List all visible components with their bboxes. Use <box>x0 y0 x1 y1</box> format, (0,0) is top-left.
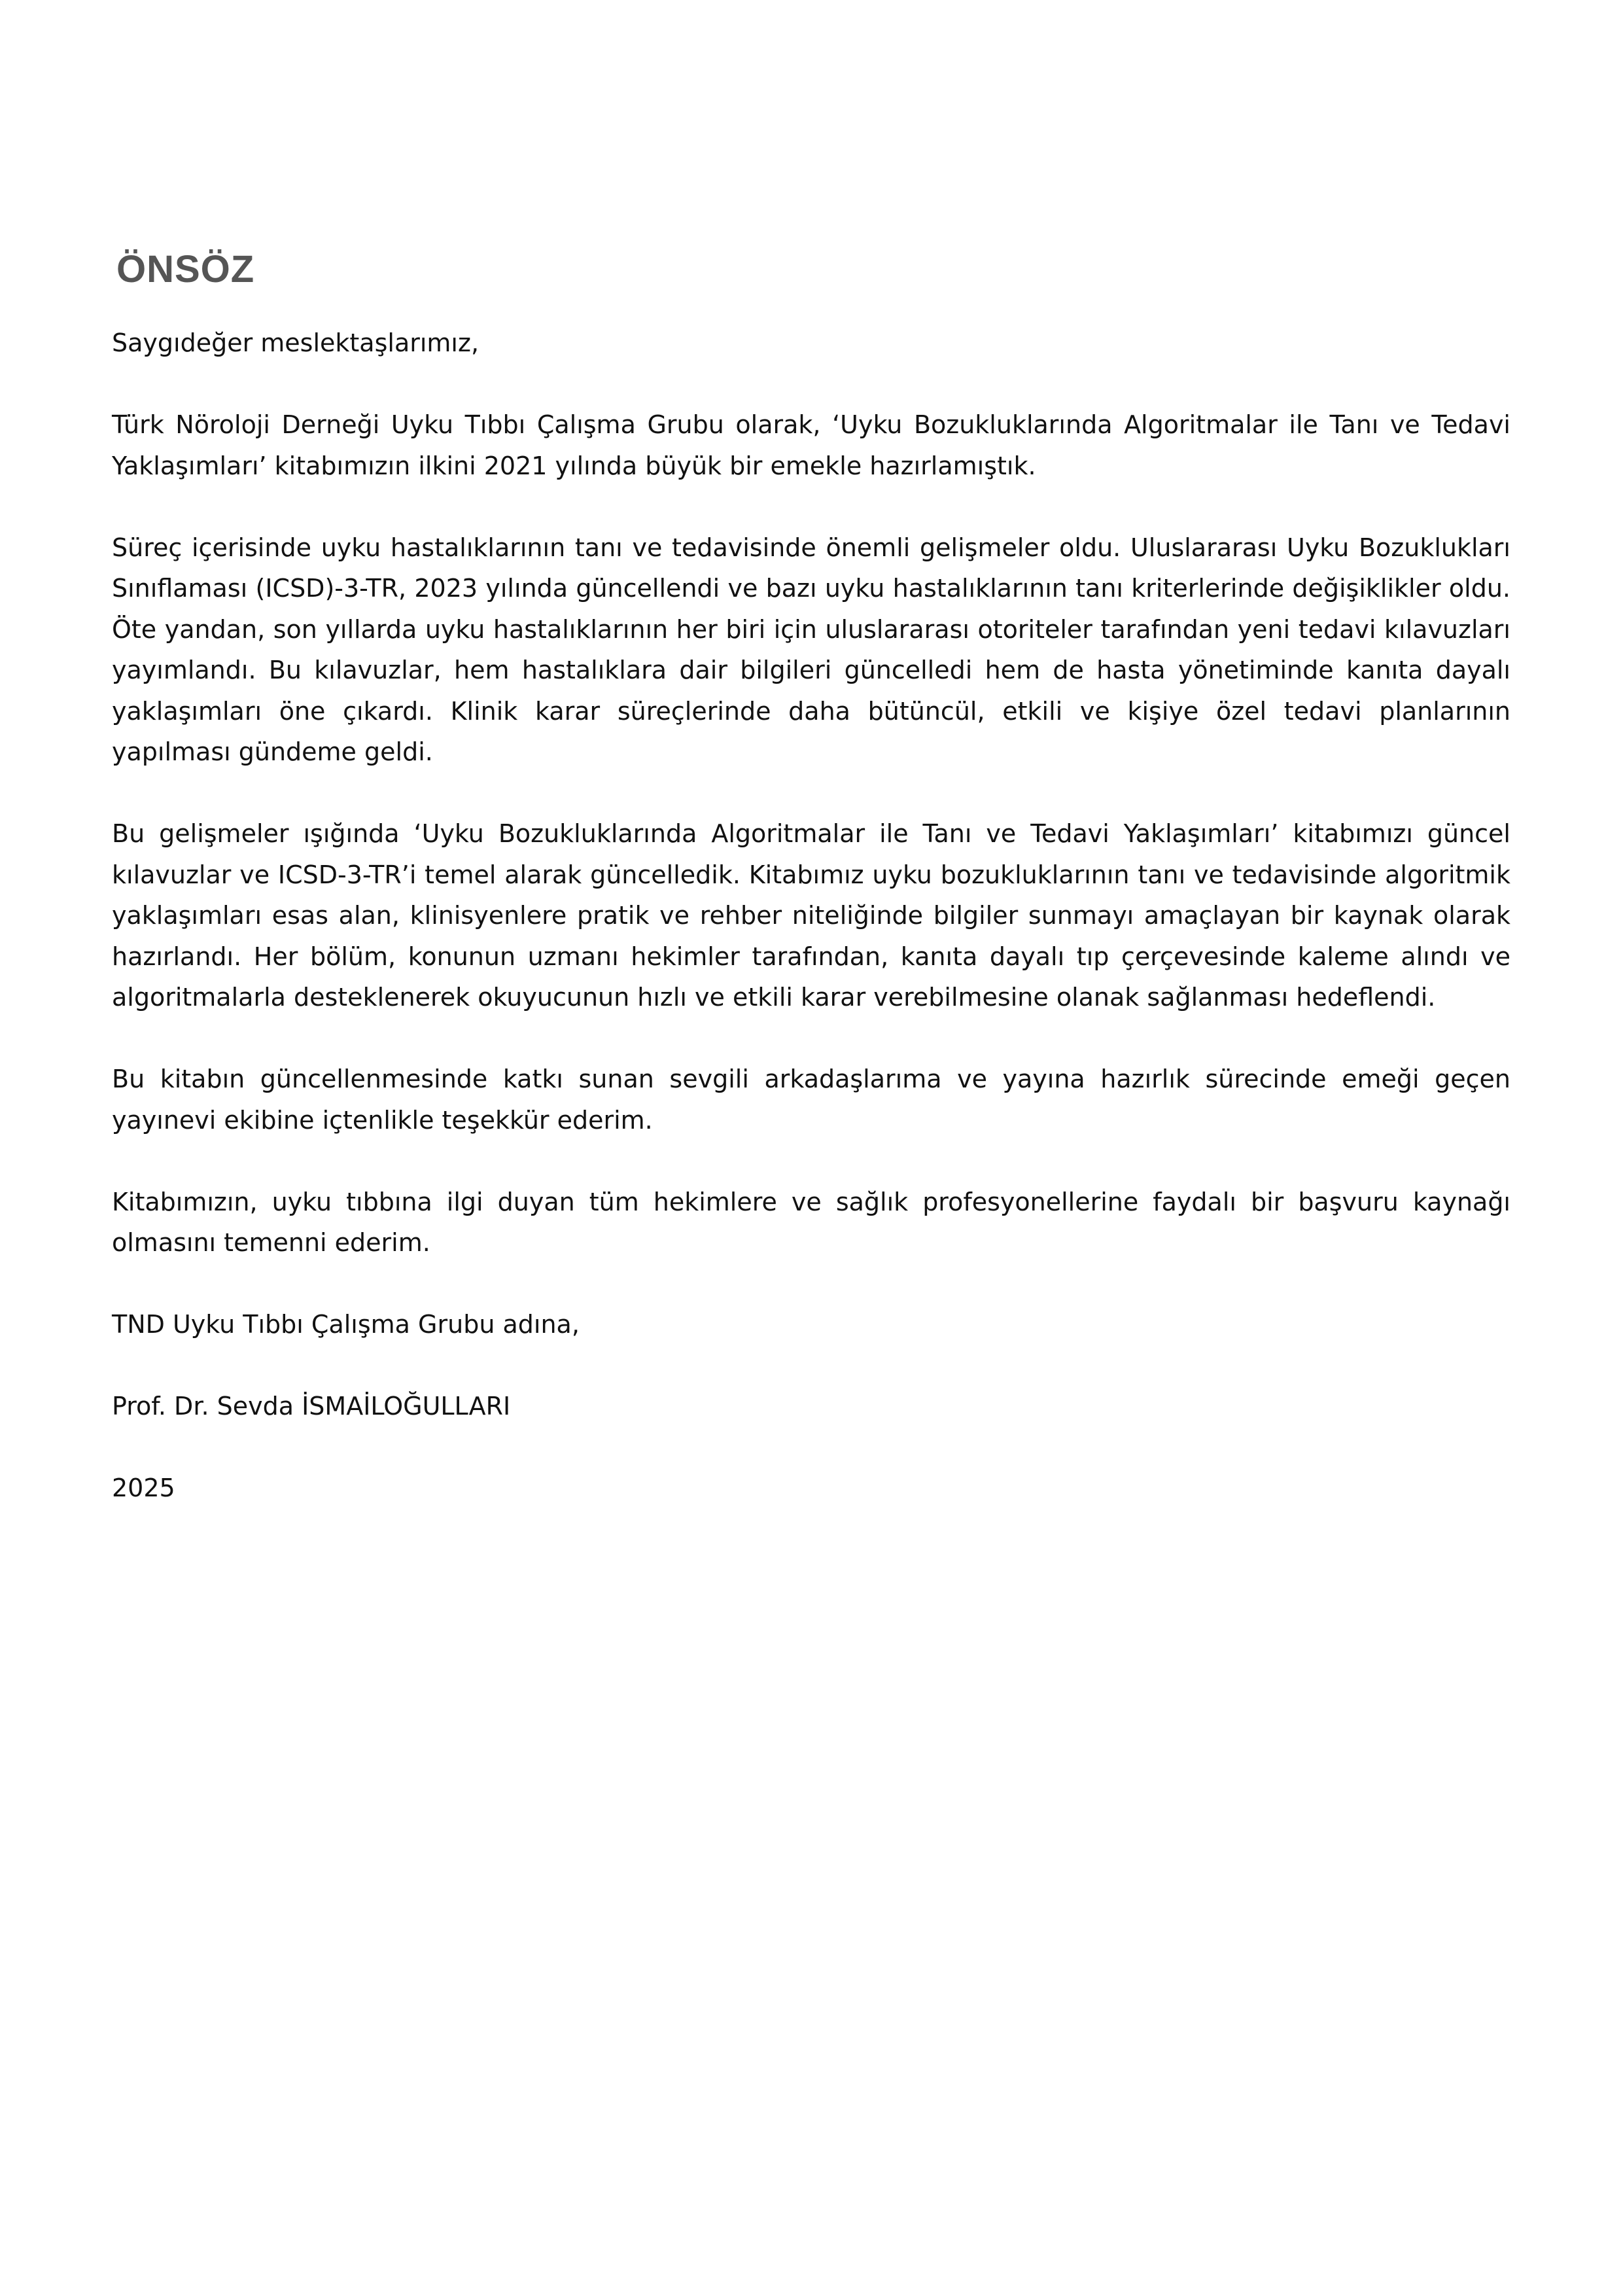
paragraph-developments: Süreç içerisinde uyku hastalıklarının tanı ve tedavisinde önemli gelişmeler oldu. Uluslararası Uyku Bozuklukları Sınıflaması (ICSD)-3-TR, 2023 yılında güncellendi ve bazı uyku hastalıklarının tanı kriterlerinde değişiklikler oldu. Öte yandan, son yıllarda uyku hastalıklarının her biri için uluslararası otoriteler tarafından yeni tedavi kılavuzları yayımlandı. Bu kılavuzlar, hem hastalıklara dair bilgileri güncelledi hem de hasta yönetiminde kanıta dayalı yaklaşımları öne çıkardı. Klinik karar süreçlerinde daha bütüncül, etkili ve kişiye özel tedavi planlarının yapılması gündeme geldi. <box>112 533 1510 766</box>
year: 2025 <box>112 1474 175 1502</box>
paragraph-intro: Türk Nöroloji Derneği Uyku Tıbbı Çalışma Grubu olarak, ‘Uyku Bozukluklarında Algoritmalar ile Tanı ve Tedavi Yaklaşımları’ kitabımızın ilkini 2021 yılında büyük bir emekle hazırlamıştık. <box>112 410 1510 480</box>
paragraph-update: Bu gelişmeler ışığında ‘Uyku Bozukluklarında Algoritmalar ile Tanı ve Tedavi Yaklaşımları’ kitabımızı güncel kılavuzlar ve ICSD-3-TR’i temel alarak güncelledik. Kitabımız uyku bozukluklarının tanı ve tedavisinde algoritmik yaklaşımları esas alan, klinisyenlere pratik ve rehber niteliğinde bilgiler sunmayı amaçlayan bir kaynak olarak hazırlandı. Her bölüm, konunun uzmanı hekimler tarafından, kanıta dayalı tıp çerçevesinde kaleme alındı ve algoritmalarla desteklenerek okuyucunun hızlı ve etkili karar verebilmesine olanak sağlanması hedeflendi. <box>112 819 1510 1012</box>
document-body <box>112 323 1510 1509</box>
page-title: ÖNSÖZ <box>116 248 255 291</box>
signature: Prof. Dr. Sevda İSMAİLOĞULLARI <box>112 1392 511 1421</box>
closing-line: TND Uyku Tıbbı Çalışma Grubu adına, <box>112 1310 580 1339</box>
paragraph-wish: Kitabımızın, uyku tıbbına ilgi duyan tüm hekimlere ve sağlık profesyonellerine faydalı bir başvuru kaynağı olmasını temenni ederim. <box>112 1187 1510 1257</box>
paragraph-thanks: Bu kitabın güncellenmesinde katkı sunan sevgili arkadaşlarıma ve yayına hazırlık sürecinde emeği geçen yayınevi ekibine içtenlikle teşekkür ederim. <box>112 1065 1510 1135</box>
salutation: Saygıdeğer meslektaşlarımız, <box>112 328 480 357</box>
